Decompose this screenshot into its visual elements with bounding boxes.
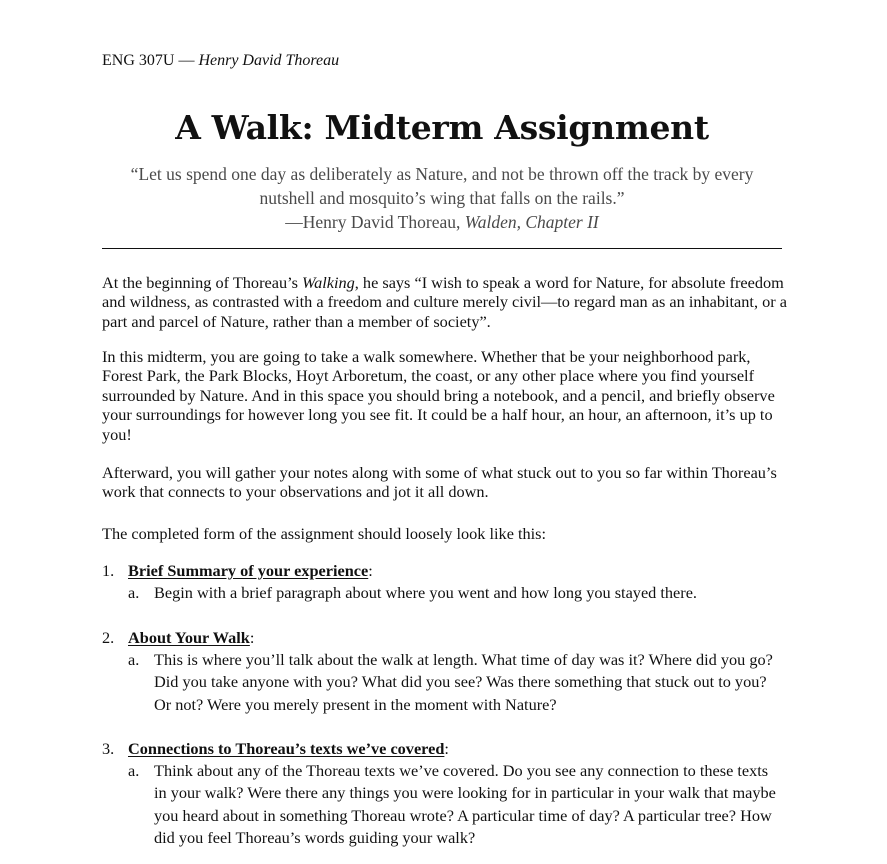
course-code: ENG 307U — [102, 52, 195, 69]
list-heading: Connections to Thoreau’s texts we’ve covered [128, 739, 445, 758]
list-item [102, 560, 782, 604]
instructions-paragraph: In this midterm, you are going to take a walk somewhere. Whether that be your neighborhood park, Forest Park, the Park Blocks, Hoyt Arboretum, the coast, or any other place where you find yourself surrounded by Nature. And in this space you should bring a notebook, and a pencil, and briefly observe your surroundings for however long you see fit. It could be a half hour, an hour, an afternoon, it’s up to you! [102, 347, 775, 444]
page-title: A Walk: Midterm Assignment [175, 108, 709, 147]
list-heading-suffix: : [444, 739, 449, 758]
list-number: 1. [102, 561, 115, 580]
list-heading: Brief Summary of your experience [128, 561, 369, 580]
sub-list-letter: a. [128, 761, 140, 780]
horizontal-divider [102, 248, 782, 249]
list-heading-suffix: : [249, 628, 255, 647]
course-author: Henry David Thoreau [198, 52, 340, 69]
list-number: 2. [102, 628, 115, 647]
sub-list-letter: a. [128, 650, 140, 669]
intro-text-start: At the beginning of Thoreau’s [102, 273, 303, 292]
sub-list-text: Think about any of the Thoreau texts we’ve covered. Do you see any connection to these texts in your walk? Were there any things you were looking for in particular in your walk that maybe you heard about in something Thoreau wrote? A particular time of day? A particular tree? How did you feel Thoreau’s words guiding your walk? [154, 761, 776, 848]
list-heading: About Your Walk [128, 628, 250, 647]
epigraph [102, 162, 782, 234]
intro-text-end: , he says “I wish to speak a word for Nature, for absolute freedom and wildness, as contrasted with a freedom and culture merely civil—to regard man as an inhabitant, or a part and parcel of Nature, rather than a member of society”. [102, 273, 787, 331]
sub-list-text: This is where you’ll talk about the walk at length. What time of day was it? Where did you go? Did you take anyone with you? What did you see? Was there something that stuck out to you? Or not? Were you merely present in the moment with Nature? [154, 650, 773, 714]
sub-list-letter: a. [128, 583, 140, 602]
epigraph-attribution-author: —Henry David Thoreau, [285, 212, 465, 232]
course-header [102, 52, 339, 70]
intro-paragraph [102, 273, 792, 331]
epigraph-quote-line-1: “Let us spend one day as deliberately as Nature, and not be thrown off the track by every [130, 164, 754, 184]
epigraph-quote-line-2: nutshell and mosquito’s wing that falls on the rails.” [259, 188, 625, 208]
list-number: 3. [102, 739, 115, 758]
list-item [102, 738, 782, 864]
list-item [102, 627, 782, 717]
afterward-paragraph: Afterward, you will gather your notes along with some of what stuck out to you so far within Thoreau’s work that connects to your observations and jot it all down. [102, 463, 777, 502]
list-heading-suffix: : [368, 561, 373, 580]
epigraph-attribution-work: Walden, Chapter II [464, 212, 599, 232]
epigraph-attribution [102, 210, 782, 234]
sub-list-text: Begin with a brief paragraph about where you went and how long you stayed there. [154, 583, 697, 602]
walking-title: Walking [302, 273, 355, 292]
form-intro-paragraph: The completed form of the assignment should loosely look like this: [102, 524, 547, 543]
